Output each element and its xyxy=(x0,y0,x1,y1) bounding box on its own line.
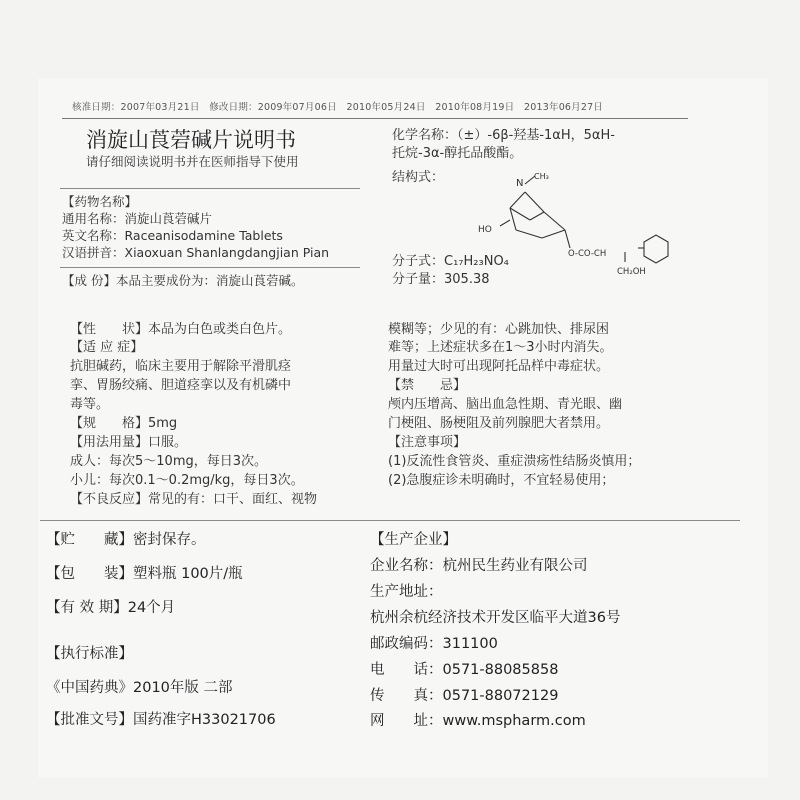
text-line: 【性 状】本品为白色或类白色片。 xyxy=(70,322,292,337)
text-line: (2)急腹症诊未明确时，不宜轻易使用； xyxy=(388,473,615,488)
storage: 【贮 藏】密封保存。 xyxy=(46,532,206,548)
text-line: 【用法用量】口服。 xyxy=(70,435,188,450)
english-name-value: Raceanisodamine Tablets xyxy=(124,228,283,243)
text-line: 颅内压增高、脑出血急性期、青光眼、幽 xyxy=(388,397,623,412)
postcode: 邮政编码：311100 xyxy=(370,636,498,652)
standard-heading: 【执行标准】 xyxy=(46,646,133,662)
struct-ho: HO xyxy=(478,225,492,235)
text-line: 小儿：每次0.1～0.2mg/kg，每日3次。 xyxy=(70,473,304,488)
pinyin-name-value: Xiaoxuan Shanlangdangjian Pian xyxy=(124,245,330,260)
english-name xyxy=(62,226,283,244)
pinyin-name xyxy=(62,243,329,261)
page-title: 消旋山莨菪碱片说明书 xyxy=(86,128,296,152)
approval-dates: 核准日期：2007年03月21日 修改日期：2009年07月06日 2010年05月24日 2010年08月19日 2013年06月27日 xyxy=(72,102,604,113)
text-line: (1)反流性食管炎、重症溃疡性结肠炎慎用； xyxy=(388,454,641,469)
validity: 【有 效 期】24个月 xyxy=(46,600,176,616)
formula-label: 分子式： xyxy=(392,254,445,269)
text-line: 【禁 忌】 xyxy=(388,378,467,393)
struct-ester: O-CO-CH xyxy=(568,249,607,259)
formula-value: C₁₇H₂₃NO₄ xyxy=(444,254,509,269)
address-label: 生产地址： xyxy=(370,584,443,600)
text-line: 难等；上述症状多在1～3小时内消失。 xyxy=(388,340,613,355)
approval-number: 【批准文号】国药准字H33021706 xyxy=(46,712,276,728)
manufacturer-heading: 【生产企业】 xyxy=(370,532,457,548)
text-line: 用量过大时可出现阿托品样中毒症状。 xyxy=(388,359,610,374)
text-line: 【适 应 症】 xyxy=(70,340,144,355)
address: 杭州余杭经济技术开发区临平大道36号 xyxy=(370,610,621,626)
chem-name-line2: 托烷-3α-醇托品酸酯。 xyxy=(392,146,523,161)
page-subtitle: 请仔细阅读说明书并在医师指导下使用 xyxy=(86,154,299,169)
section-divider xyxy=(60,188,360,189)
drug-name-heading: 【药物名称】 xyxy=(62,194,138,209)
packaging: 【包 装】塑料瓶 100片/瓶 xyxy=(46,566,243,582)
pinyin-name-label: 汉语拼音： xyxy=(62,245,125,260)
generic-name: 通用名称：消旋山莨菪碱片 xyxy=(62,211,213,226)
molecular-weight: 分子量：305.38 xyxy=(392,272,490,287)
text-line: 【不良反应】常见的有：口干、面红、视物 xyxy=(70,492,318,507)
section-divider xyxy=(60,267,360,268)
company-name: 企业名称：杭州民生药业有限公司 xyxy=(370,558,588,574)
composition: 【成 份】本品主要成份为：消旋山莨菪碱。 xyxy=(62,273,304,288)
text-line: 挛、胃肠绞痛、胆道痉挛以及有机磷中 xyxy=(70,378,292,393)
website: 网 址：www.mspharm.com xyxy=(370,713,586,729)
structure-label: 结构式： xyxy=(392,170,445,185)
molecular-formula xyxy=(392,250,509,269)
text-line: 成人：每次5～10mg，每日3次。 xyxy=(70,454,267,469)
text-line: 模糊等；少见的有：心跳加快、排尿困 xyxy=(388,322,610,337)
struct-ch2oh: CH₂OH xyxy=(617,267,646,277)
header-divider xyxy=(62,118,688,119)
phone: 电 话：0571-88085858 xyxy=(370,662,559,678)
text-line: 抗胆碱药，临床主要用于解除平滑肌痉 xyxy=(70,359,292,374)
english-name-label: 英文名称： xyxy=(62,228,125,243)
struct-ch3: CH₃ xyxy=(534,172,549,181)
standard-value: 《中国药典》2010年版 二部 xyxy=(46,680,233,696)
text-line: 【规 格】5mg xyxy=(70,416,178,431)
text-line: 门梗阻、肠梗阻及前列腺肥大者禁用。 xyxy=(388,416,610,431)
chem-name-line1: 化学名称：（±）-6β-羟基-1αH，5αH- xyxy=(392,128,615,143)
text-line: 毒等。 xyxy=(70,397,110,412)
text-line: 【注意事项】 xyxy=(388,435,467,450)
fax: 传 真：0571-88072129 xyxy=(370,688,559,704)
bottom-divider xyxy=(40,520,740,521)
struct-n: N xyxy=(516,178,524,189)
